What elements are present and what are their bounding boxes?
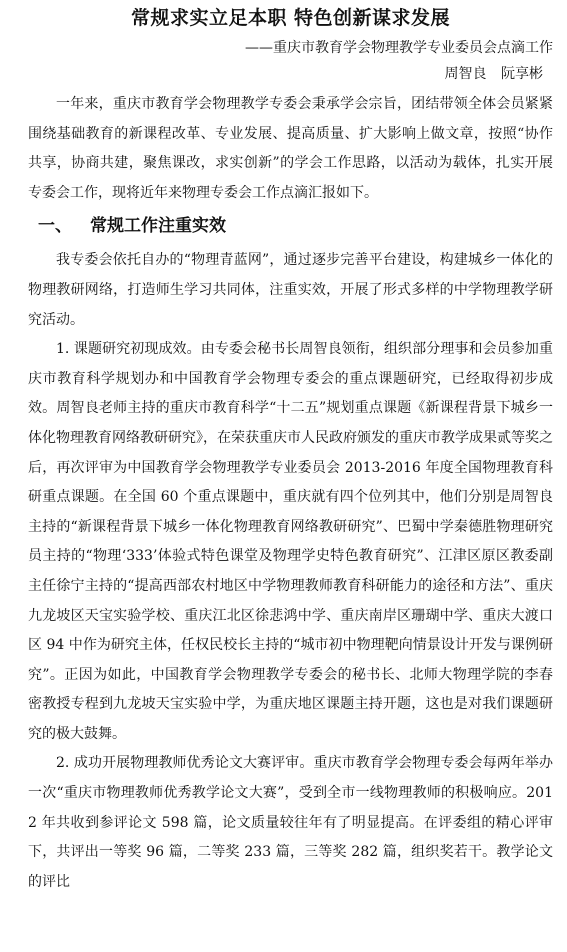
body-paragraph: 我专委会依托自办的“物理青蓝网”，通过逐步完善平台建设，构建城乡一体化的物理教研网络，打造师生学习共同体，注重实效，开展了形式多样的中学物理教学研究活动。	[28, 252, 553, 328]
document-title: 常规求实立足本职 特色创新谋求发展	[130, 7, 451, 29]
intro-paragraph: 一年来，重庆市教育学会物理教学专委会秉承学会宗旨，团结带领全体会员紧紧围绕基础教育的新课程改革、专业发展、提高质量、扩大影响上做文章，按照“协作共享，协商共建，聚焦课改，求实创新”的学会工作思路，以活动为载体，扎实开展专委会工作，现将近年来物理专委会工作点滴汇报如下。	[28, 96, 553, 201]
section-title: 常规工作注重实效	[90, 216, 226, 237]
section-number: 一、	[38, 216, 72, 237]
body-paragraph: 2. 成功开展物理教师优秀论文大赛评审。重庆市教育学会物理专委会每两年举办一次“重庆市物理教师优秀教学论文大赛”，受到全市一线物理教师的积极响应。2012 年共收到参评论文 598 篇，论文质量较往年有了明显提高。在评委组的精心评审下，共评出一等奖 96 篇，二等奖 233 篇，三等奖 282 篇，组织奖若干。教学论文的评比	[28, 755, 553, 890]
body-paragraph: 1. 课题研究初现成效。由专委会秘书长周智良领衔，组织部分理事和会员参加重庆市教育科学规划办和中国教育学会物理专委会的重点课题研究，已经取得初步成效。周智良老师主持的重庆市教育科学“十二五”规划重点课题《新课程背景下城乡一体化物理教育网络教研研究》，在荣获重庆市人民政府颁发的重庆市教学成果贰等奖之后，再次评审为中国教育学会物理教学专业委员会 2013-2016 年度全国物理教育科研重点课题。在全国 60 个重点课题中，重庆就有四个位列其中，他们分别是周智良主持的“新课程背景下城乡一体化物理教育网络教研研究”、巴蜀中学秦德胜物理研究员主持的“物理‘333’体验式特色课堂及物理学史特色教育研究”、江津区原区教委副主任徐宁主持的“提高西部农村地区中学物理教师教育科研能力的途径和方法”、重庆九龙坡区天宝实验学校、重庆江北区徐悲鸿中学、重庆南岸区珊瑚中学、重庆大渡口区 94 中作为研究主体，任权民校长主持的“城市初中物理靶向情景设计开发与课例研究”。正因为如此，中国教育学会物理教学专委会的秘书长、北师大物理学院的李春密教授专程到九龙坡天宝实验中学，为重庆地区课题主持开题，这也是对我们课题研究的极大鼓舞。	[28, 341, 553, 742]
document-subtitle: ——重庆市教育学会物理教学专业委员会点滴工作	[245, 40, 553, 56]
document-authors: 周智良 阮享彬	[444, 66, 543, 82]
section-heading	[28, 210, 553, 242]
